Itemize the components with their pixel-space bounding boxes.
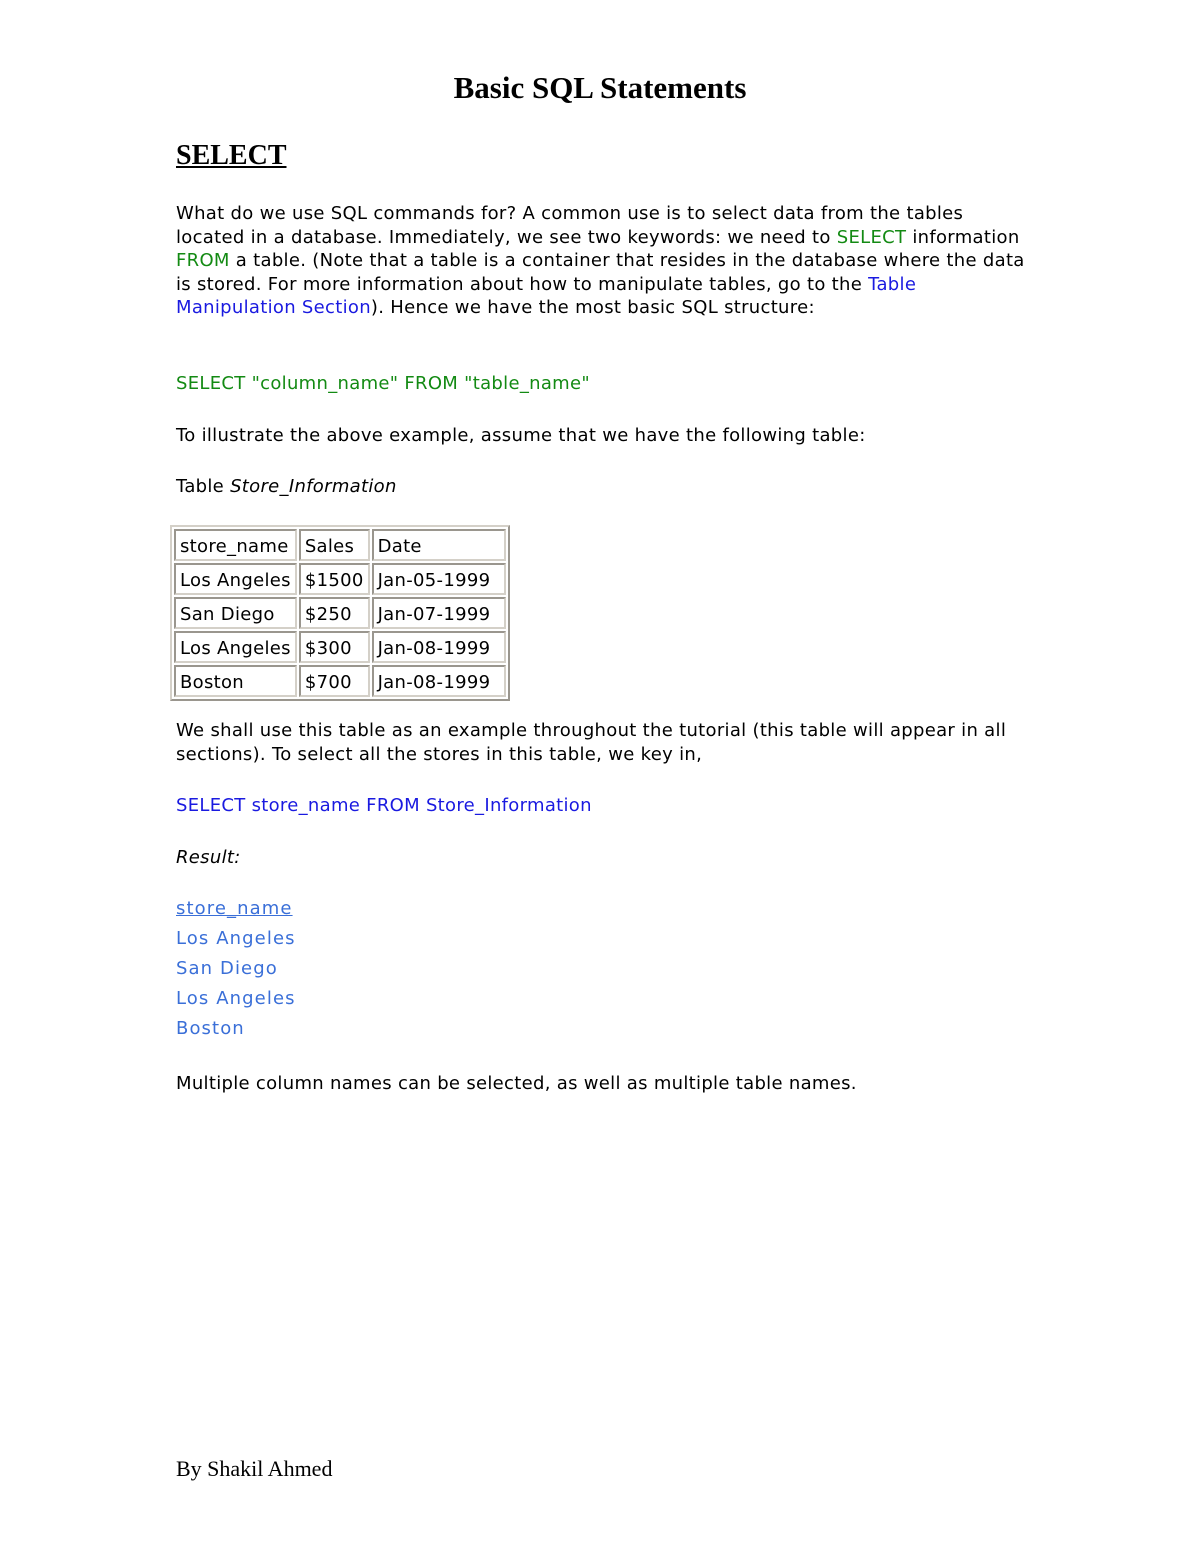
table-header-cell: store_name	[174, 529, 297, 561]
table-cell: Los Angeles	[174, 631, 297, 663]
store-information-table	[170, 525, 510, 701]
table-cell: San Diego	[174, 597, 297, 629]
keyword-select: SELECT	[836, 226, 907, 248]
illustrate-text: To illustrate the above example, assume that we have the following table:	[176, 425, 866, 446]
multiple-columns-note: Multiple column names can be selected, as well as multiple table names.	[176, 1073, 857, 1094]
table-cell: Los Angeles	[174, 563, 297, 595]
page-title: Basic SQL Statements	[453, 70, 747, 105]
table-cell: Jan-05-1999	[372, 563, 506, 595]
table-caption-name: Store_Information	[230, 476, 397, 497]
result-header: store_name	[176, 898, 293, 919]
result-item: Los Angeles	[176, 928, 296, 949]
select-syntax: SELECT "column_name" FROM "table_name"	[176, 373, 590, 394]
table-row	[174, 631, 506, 663]
intro-text-3: a table. (Note that a table is a container that resides in the database where the data is stored. For more information about how to manipulate tables, go to the	[176, 250, 1025, 295]
section-heading-select: SELECT	[176, 140, 287, 171]
table-row	[174, 563, 506, 595]
table-header-cell: Sales	[299, 529, 370, 561]
result-label: Result:	[176, 847, 241, 868]
result-item: Boston	[176, 1018, 245, 1039]
table-cell: $300	[299, 631, 370, 663]
intro-text-4: ). Hence we have the most basic SQL structure:	[370, 297, 815, 318]
intro-text-1: What do we use SQL commands for? A common use is to select data from the tables located in a database. Immediately, we see two keywords: we need to	[176, 203, 964, 248]
intro-paragraph	[176, 202, 1036, 320]
table-caption-prefix: Table	[176, 476, 231, 497]
select-query: SELECT store_name FROM Store_Information	[176, 795, 592, 816]
table-cell: $250	[299, 597, 370, 629]
table-manipulation-link[interactable]: Table Manipulation Section	[176, 273, 917, 318]
table-header-cell: Date	[372, 529, 506, 561]
footer-author: By Shakil Ahmed	[176, 1456, 333, 1481]
table-cell: $1500	[299, 563, 370, 595]
table-cell: Jan-08-1999	[372, 665, 506, 697]
table-row	[174, 597, 506, 629]
table-cell: $700	[299, 665, 370, 697]
table-cell: Jan-08-1999	[372, 631, 506, 663]
usage-text: We shall use this table as an example throughout the tutorial (this table will appear in all sections). To select all the stores in this table, we key in,	[176, 720, 1007, 765]
table-row	[174, 665, 506, 697]
keyword-from: FROM	[176, 250, 230, 271]
table-cell: Boston	[174, 665, 297, 697]
result-item: San Diego	[176, 958, 278, 979]
table-header-row	[174, 529, 506, 561]
intro-text-2: information	[906, 226, 1020, 248]
table-caption	[176, 475, 1036, 499]
result-item: Los Angeles	[176, 988, 296, 1009]
table-cell: Jan-07-1999	[372, 597, 506, 629]
result-list	[176, 898, 296, 1048]
